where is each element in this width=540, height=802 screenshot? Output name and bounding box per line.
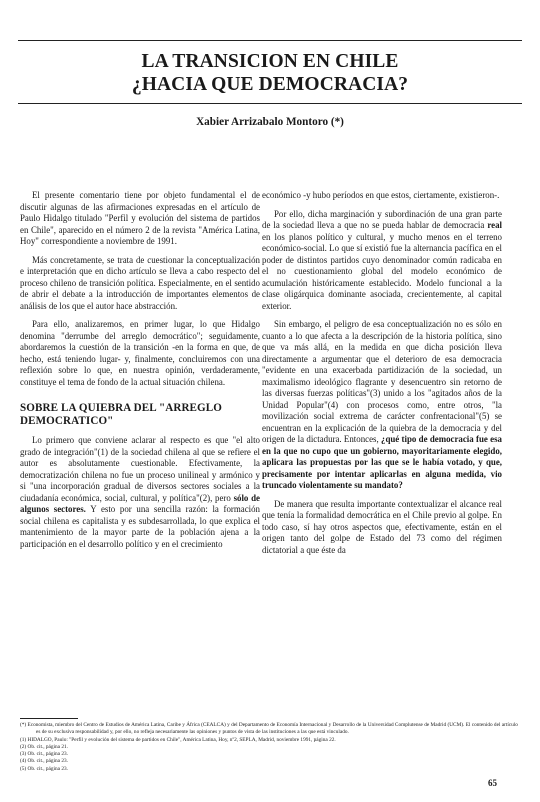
title-bottom-rule xyxy=(18,103,522,104)
paragraph-text: Y esto por una sencilla razón: la formación social chilena es capitalista y es subdesarrollada, lo que explica el mantenimiento de la mayor parte de la población ajena a la participación en el desarrollo político y en el crecimiento xyxy=(20,504,260,549)
paragraph-text: en los planos político y cultural, y mucho menos en el terreno económico-social. Lo que sí existió fue la alternancia pacífica en el poder de distintos partidos cuyo denominador común radicaba en el no cuestionamiento global del modelo económico de acumulación históricamente establecido. Modelo funcional a la clase oligárquica dominante asociada, crecientemente, al capital exterior. xyxy=(262,231,502,311)
footnote: (1) HIDALGO, Paulo: "Perfil y evolución del sistema de partidos en Chile", América Latina, Hoy, nº2, SEPLA, Madrid, noviembre 1991, página 22. xyxy=(20,736,336,743)
paragraph: Más concretamente, se trata de cuestionar la conceptualización e interpretación que en dicho artículo se lleva a cabo respecto del proceso chileno de transición política. Especialmente, en el sentido de abrir el debate a la introducción de importantes elementos de análisis de los que el autor hace abstracción. xyxy=(20,254,260,311)
paragraph-bold-text: real xyxy=(487,220,502,230)
article-title-line1: LA TRANSICION EN CHILE xyxy=(141,51,399,72)
section-heading: SOBRE LA QUIEBRA DEL "ARREGLO DEMOCRATICO" xyxy=(20,402,223,427)
footnote: (4) Ob. cit., página 23. xyxy=(20,758,68,765)
footnote: (3) Ob. cit., página 23. xyxy=(20,751,68,758)
paragraph xyxy=(262,209,502,313)
page-number: 65 xyxy=(488,778,497,788)
paragraph-text: Sin embargo, el peligro de esa conceptualización no es sólo en cuanto a lo que afecta a la descripción de la historia política, sino que va más allá, en la medida en que dicha posición lleva directamente a argumentar que el deterioro de esa democracia "evidente en una exacerbada partidización de la sociedad, un maximalismo ideológico flagrante y desencuentro sin retorno de las diversas fuerzas políticas"(3) unido a los "agitados años de la Unidad Popular"(4) con procesos como, entre otros, "la movilización social extrema de carácter confrentacional"(5) se encuentran en la explicación de la quiebra de la democracia y del origen de la dictadura. Entonces, xyxy=(262,319,502,444)
paragraph-text: Lo primero que conviene aclarar al respecto es que "el alto grado de integración"(1) de la sociedad chilena al que se refiere el autor es absolutamente cuestionable. Efectivamente, la democratización chilena no fue un proceso unilineal y armónico y si "una incorporación gradual de diversos sectores sociales a la ciudadanía económica, social, cultural, y política"(2), pero xyxy=(20,435,260,503)
top-rule xyxy=(18,40,522,41)
footnotes xyxy=(20,722,522,773)
article-author: Xabier Arrizabalo Montoro (*) xyxy=(196,116,344,128)
paragraph: Para ello, analizaremos, en primer lugar, lo que Hidalgo denomina "derrumbe del arreglo democrático"; seguidamente, abordaremos la cuestión de la transición -en la forma en que, de hecho, está teniendo lugar- y, finalmente, concluiremos con una reflexión sobre lo que, en nuestra opinión, verdaderamente, constituye el tema de fondo de la actual situación chilena. xyxy=(20,319,260,387)
footnote: (*) Economista, miembro del Centro de Estudios de América Latina, Caribe y África (CEALCA) y del Departamento de Economía Internacional y Desarrollo de la Universidad Complutense de Madrid (UCM). El contenido del artículo es de su exclusiva responsabilidad y, por ello, no refleja necesariamente las opiniones y puntos de vista de las instituciones a las que está vinculado. xyxy=(20,722,518,736)
footnote: (2) Ob. cit., página 21. xyxy=(20,743,68,750)
paragraph xyxy=(20,435,260,550)
paragraph xyxy=(262,319,502,492)
paragraph-bold-text: sólo de algunos sectores. xyxy=(20,492,260,514)
paragraph: económico -y hubo períodos en que estos, ciertamente, existieron-. xyxy=(262,190,500,200)
footnote-rule xyxy=(20,718,78,719)
paragraph: De manera que resulta importante contextualizar el alcance real que tenía la formalidad democrática en el Chile previo al golpe. En todo caso, sí hay otros aspectos que, efectivamente, están en el origen tanto del golpe de Estado del 73 como del régimen dictatorial a que éste da xyxy=(262,498,502,555)
right-column xyxy=(262,190,502,563)
paragraph-text: Por ello, dicha marginación y subordinación de una gran parte de la sociedad lleva a que no se pueda hablar de democracia xyxy=(262,208,502,230)
footnote: (5) Ob. cit., página 23. xyxy=(20,765,68,772)
left-column xyxy=(20,190,260,557)
paragraph: El presente comentario tiene por objeto fundamental el de discutir algunas de las afirmaciones expresadas en el artículo de Paulo Hidalgo titulado "Perfil y evolución del sistema de partidos en Chile", aparecido en el número 2 de la revista "América Latina, Hoy" correspondiente a noviembre de 1991. xyxy=(20,190,260,246)
paragraph-bold-text: ¿qué tipo de democracia fue esa en la que no cupo que un gobierno, mayoritariamente elegido, aplicara las propuestas por las que se le había votado, y que, precisamente por intentar aplicarlas en alguna medida, vio truncado violentamente su mandato? xyxy=(262,434,502,490)
article-title-line2: ¿HACIA QUE DEMOCRACIA? xyxy=(131,74,409,95)
